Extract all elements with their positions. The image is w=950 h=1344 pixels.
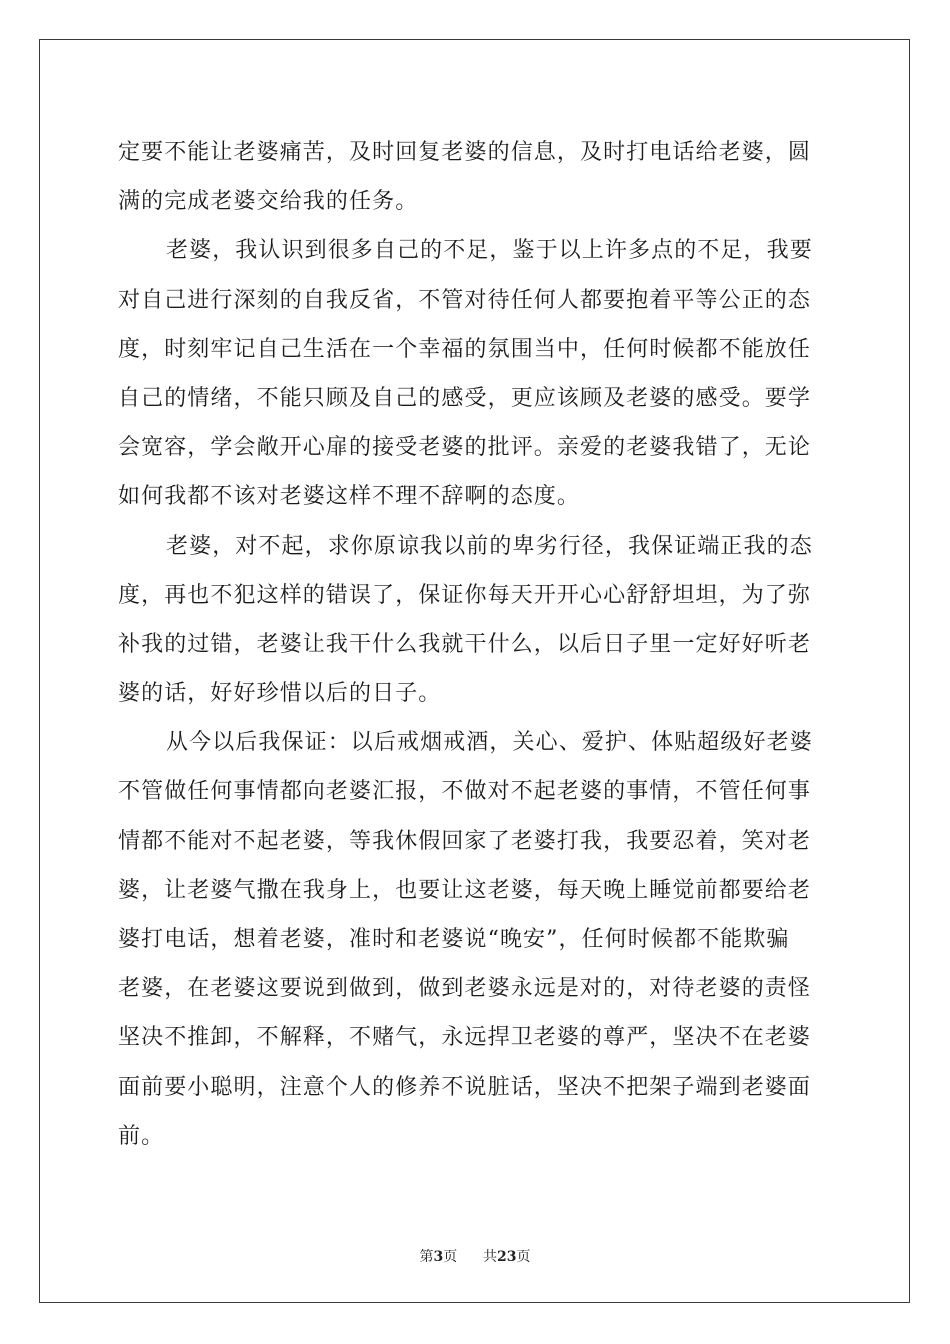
text-line: 坚决不推卸，不解释，不赌气，永远捍卫老婆的尊严，坚决不在老婆 (118, 1025, 812, 1051)
text-line: 婆的话，好好珍惜以后的日子。 (118, 681, 442, 707)
text-line: 对自己进行深刻的自我反省，不管对待任何人都要抱着平等公正的态 (118, 287, 812, 313)
total-prefix: 共 (483, 1249, 498, 1265)
page-total: 23 (497, 1249, 517, 1265)
text-line: 情都不能对不起老婆，等我休假回家了老婆打我，我要忍着，笑对老 (118, 828, 812, 854)
text-line: 婆，让老婆气撒在我身上，也要让这老婆，每天晚上睡觉前都要给老 (118, 877, 812, 903)
text-line: 补我的过错，老婆让我干什么我就干什么，以后日子里一定好好听老 (118, 631, 812, 657)
text-line: 前。 (118, 1123, 165, 1149)
text-line: 自己的情绪，不能只顾及自己的感受，更应该顾及老婆的感受。要学 (118, 385, 812, 411)
text-line: 度，时刻牢记自己生活在一个幸福的氛围当中，任何时候都不能放任 (118, 336, 812, 362)
total-suffix: 页 (516, 1249, 531, 1265)
page-current: 3 (433, 1249, 444, 1265)
paragraph-start-line: 老婆，我认识到很多自己的不足，鉴于以上许多点的不足，我要 (166, 238, 813, 264)
text-line: 如何我都不该对老婆这样不理不辞啊的态度。 (118, 484, 581, 510)
document-body (118, 128, 834, 1161)
text-line: 会宽容，学会敞开心扉的接受老婆的批评。亲爱的老婆我错了，无论 (118, 435, 812, 461)
paragraph-start-line: 老婆，对不起，求你原谅我以前的卑劣行径，我保证端正我的态 (166, 533, 813, 559)
text-line: 婆打电话，想着老婆，准时和老婆说“晚安”，任何时候都不能欺骗 (118, 927, 790, 952)
text-line: 满的完成老婆交给我的任务。 (118, 189, 419, 215)
page-suffix: 页 (443, 1249, 458, 1265)
page-prefix: 第 (419, 1249, 434, 1265)
text-line: 不管做任何事情都向老婆汇报，不做对不起老婆的事情，不管任何事 (118, 779, 812, 805)
text-line: 老婆，在老婆这要说到做到，做到老婆永远是对的，对待老婆的责怪 (118, 976, 812, 1002)
text-line: 定要不能让老婆痛苦，及时回复老婆的信息，及时打电话给老婆，圆 (118, 140, 812, 165)
text-line: 面前要小聪明，注意个人的修养不说脏话，坚决不把架子端到老婆面 (118, 1074, 812, 1100)
page-footer (0, 1246, 950, 1266)
text-line: 度，再也不犯这样的错误了，保证你每天开开心心舒舒坦坦，为了弥 (118, 582, 812, 608)
paragraph-start-line: 从今以后我保证：以后戒烟戒酒，关心、爱护、体贴超级好老婆 (166, 730, 813, 756)
